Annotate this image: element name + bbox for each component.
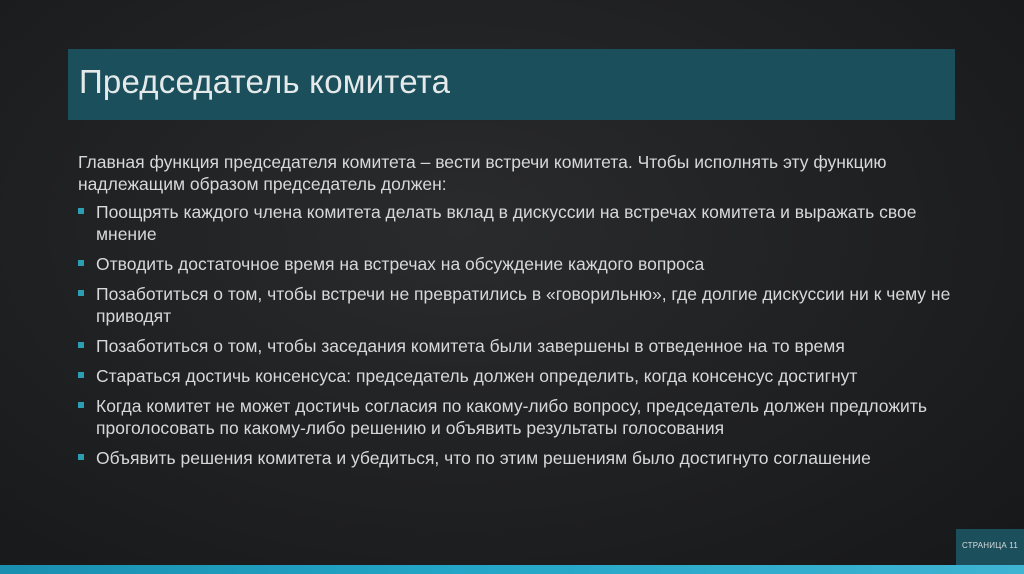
page-number-box (956, 529, 1024, 565)
bullet-item (78, 283, 958, 327)
intro-paragraph: Главная функция председателя комитета – вести встречи комитета. Чтобы исполнять эту функцию надлежащим образом председатель должен: (78, 152, 887, 194)
page-number: СТРАНИЦА 11 (961, 541, 1019, 550)
slide-title: Председатель комитета (79, 63, 451, 100)
square-bullet-icon (78, 290, 84, 296)
bullet-item (78, 335, 958, 357)
bullet-text: Объявить решения комитета и убедиться, что по этим решениям было достигнуто соглашение (96, 448, 871, 468)
bullet-item (78, 253, 958, 275)
square-bullet-icon (78, 342, 84, 348)
bottom-accent-strip (0, 565, 1024, 574)
bullet-text: Позаботиться о том, чтобы встречи не превратились в «говорильню», где долгие дискуссии ни к чему не приводят (96, 284, 951, 326)
bullet-item (78, 201, 958, 245)
bullet-text: Поощрять каждого члена комитета делать вклад в дискуссии на встречах комитета и выражать свое мнение (96, 202, 917, 244)
bullet-list (78, 201, 958, 469)
bullet-item (78, 395, 958, 439)
title-bar (68, 49, 955, 120)
square-bullet-icon (78, 402, 84, 408)
bullet-text: Когда комитет не может достичь согласия по какому-либо вопросу, председатель должен предложить проголосовать по какому-либо решению и объявить результаты голосования (96, 396, 927, 438)
slide-content (78, 151, 958, 477)
bullet-item (78, 365, 958, 387)
bullet-text: Отводить достаточное время на встречах на обсуждение каждого вопроса (96, 254, 705, 274)
square-bullet-icon (78, 454, 84, 460)
square-bullet-icon (78, 372, 84, 378)
square-bullet-icon (78, 260, 84, 266)
bullet-text: Позаботиться о том, чтобы заседания комитета были завершены в отведенное на то время (96, 336, 845, 356)
bullet-item (78, 447, 958, 469)
bullet-text: Стараться достичь консенсуса: председатель должен определить, когда консенсус достигнут (96, 366, 858, 386)
square-bullet-icon (78, 208, 84, 214)
